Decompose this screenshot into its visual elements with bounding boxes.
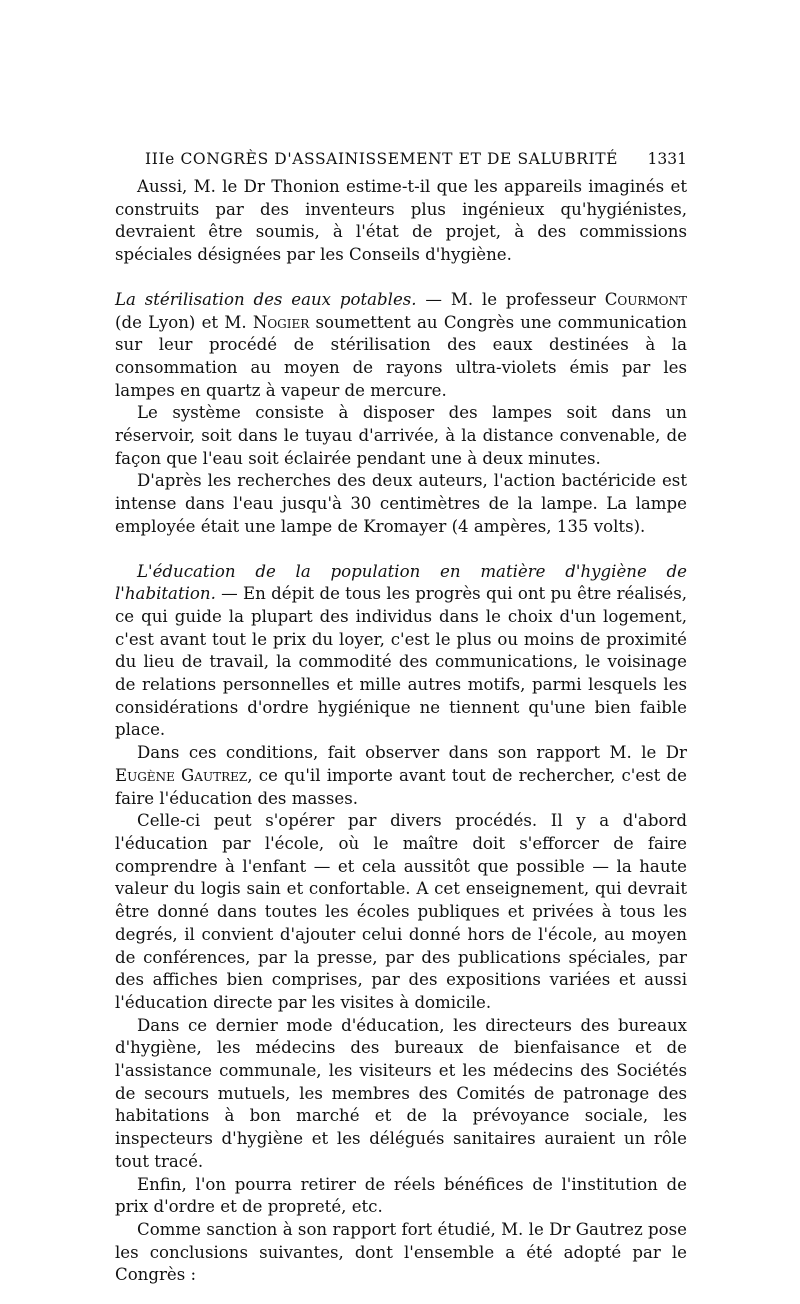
text-run: soumettent au Congrès une communication sur leur procédé de stérilisation des eaux destinées à la consommation au moyen de rayons ultra-violets émis par les lampes en quartz à vapeur de mercure.: [115, 312, 687, 400]
paragraph-procedes: Celle-ci peut s'opérer par divers procédés. Il y a d'abord l'éducation par l'école, où le maître doit s'efforcer de faire comprendre à l'enfant — et cela aussitôt que possible — la haute valeur du logis sain et confortable. A cet enseignement, qui devrait être donné dans toutes les écoles publiques et privées à tous les degrés, il convient d'ajouter celui donné hors de l'école, au moyen de conférences, par la presse, par des publications spéciales, par des affiches bien comprises, par des expositions variées et aussi l'éducation directe par les visites à domicile.: [115, 811, 687, 1012]
text-run: Dans ces conditions, fait observer dans son rapport M. le Dr: [137, 743, 687, 763]
paragraph-education: [115, 561, 687, 743]
section-title-education: L'éducation de la population en matière d'hygiène de l'habitation.: [115, 561, 687, 604]
section-gap: [115, 539, 687, 561]
author-name-gautrez: Eugène Gautrez: [115, 765, 248, 785]
text-run: , ce qu'il importe avant tout de rechercher, c'est de faire l'éducation des masses.: [115, 765, 687, 808]
page-number: 1331: [647, 150, 687, 168]
paragraph-recherches: D'après les recherches des deux auteurs, l'action bactéricide est intense dans l'eau jusqu'à 30 centimètres de la lampe. La lampe employée était une lampe de Kromayer (4 ampères, 135 volts).: [115, 471, 687, 536]
paragraph-sterilisation: [115, 289, 687, 403]
text-run: — En dépit de tous les progrès qui ont pu être réalisés, ce qui guide la plupart des individus dans le choix d'un logement, c'est avant tout le prix du loyer, c'est le plus ou moins de proximité du lieu de travail, la commodité des communications, le voisinage de relations personnelles et mille autres motifs, parmi lesquels les considérations d'ordre hygiénique ne tiennent qu'une bien faible place.: [115, 584, 687, 740]
paragraph-conditions: [115, 742, 687, 810]
running-title: IIIe CONGRÈS D'ASSAINISSEMENT ET DE SALUBRITÉ: [145, 150, 619, 168]
text-run: — M. le professeur: [416, 289, 605, 309]
author-name-courmont: Courmont: [604, 289, 687, 309]
author-name-nogier: Nogier: [252, 312, 310, 332]
paragraph-thonion: Aussi, M. le Dr Thonion estime-t-il que les appareils imaginés et construits par des inventeurs plus ingénieux qu'hygiénistes, devraient être soumis, à l'état de projet, à des commissions spéciales désignées par les Conseils d'hygiène.: [115, 177, 687, 265]
paragraph-dernier-mode: Dans ce dernier mode d'éducation, les directeurs des bureaux d'hygiène, les médecins des bureaux de bienfaisance et de l'assistance communale, les visiteurs et les médecins des Sociétés de secours mutuels, les membres des Comités de patronage des habitations à bon marché et de la prévoyance sociale, les inspecteurs d'hygiène et les délégués sanitaires auraient un rôle tout tracé.: [115, 1015, 687, 1171]
text-run: (de Lyon) et M.: [115, 312, 253, 332]
paragraph-sanction: Comme sanction à son rapport fort étudié, M. le Dr Gautrez pose les conclusions suivantes, dont l'ensemble a été adopté par le Congrès :: [115, 1219, 687, 1285]
section-title-sterilisation: La stérilisation des eaux potables.: [115, 289, 417, 309]
page: [115, 150, 687, 1287]
paragraph-enfin: Enfin, l'on pourra retirer de réels bénéfices de l'institution de prix d'ordre et de propreté, etc.: [115, 1174, 687, 1217]
section-gap: [115, 267, 687, 289]
paragraph-systeme: Le système consiste à disposer des lampes soit dans un réservoir, soit dans le tuyau d'arrivée, à la distance convenable, de façon que l'eau soit éclairée pendant une à deux minutes.: [115, 403, 687, 468]
running-header: [115, 150, 687, 168]
